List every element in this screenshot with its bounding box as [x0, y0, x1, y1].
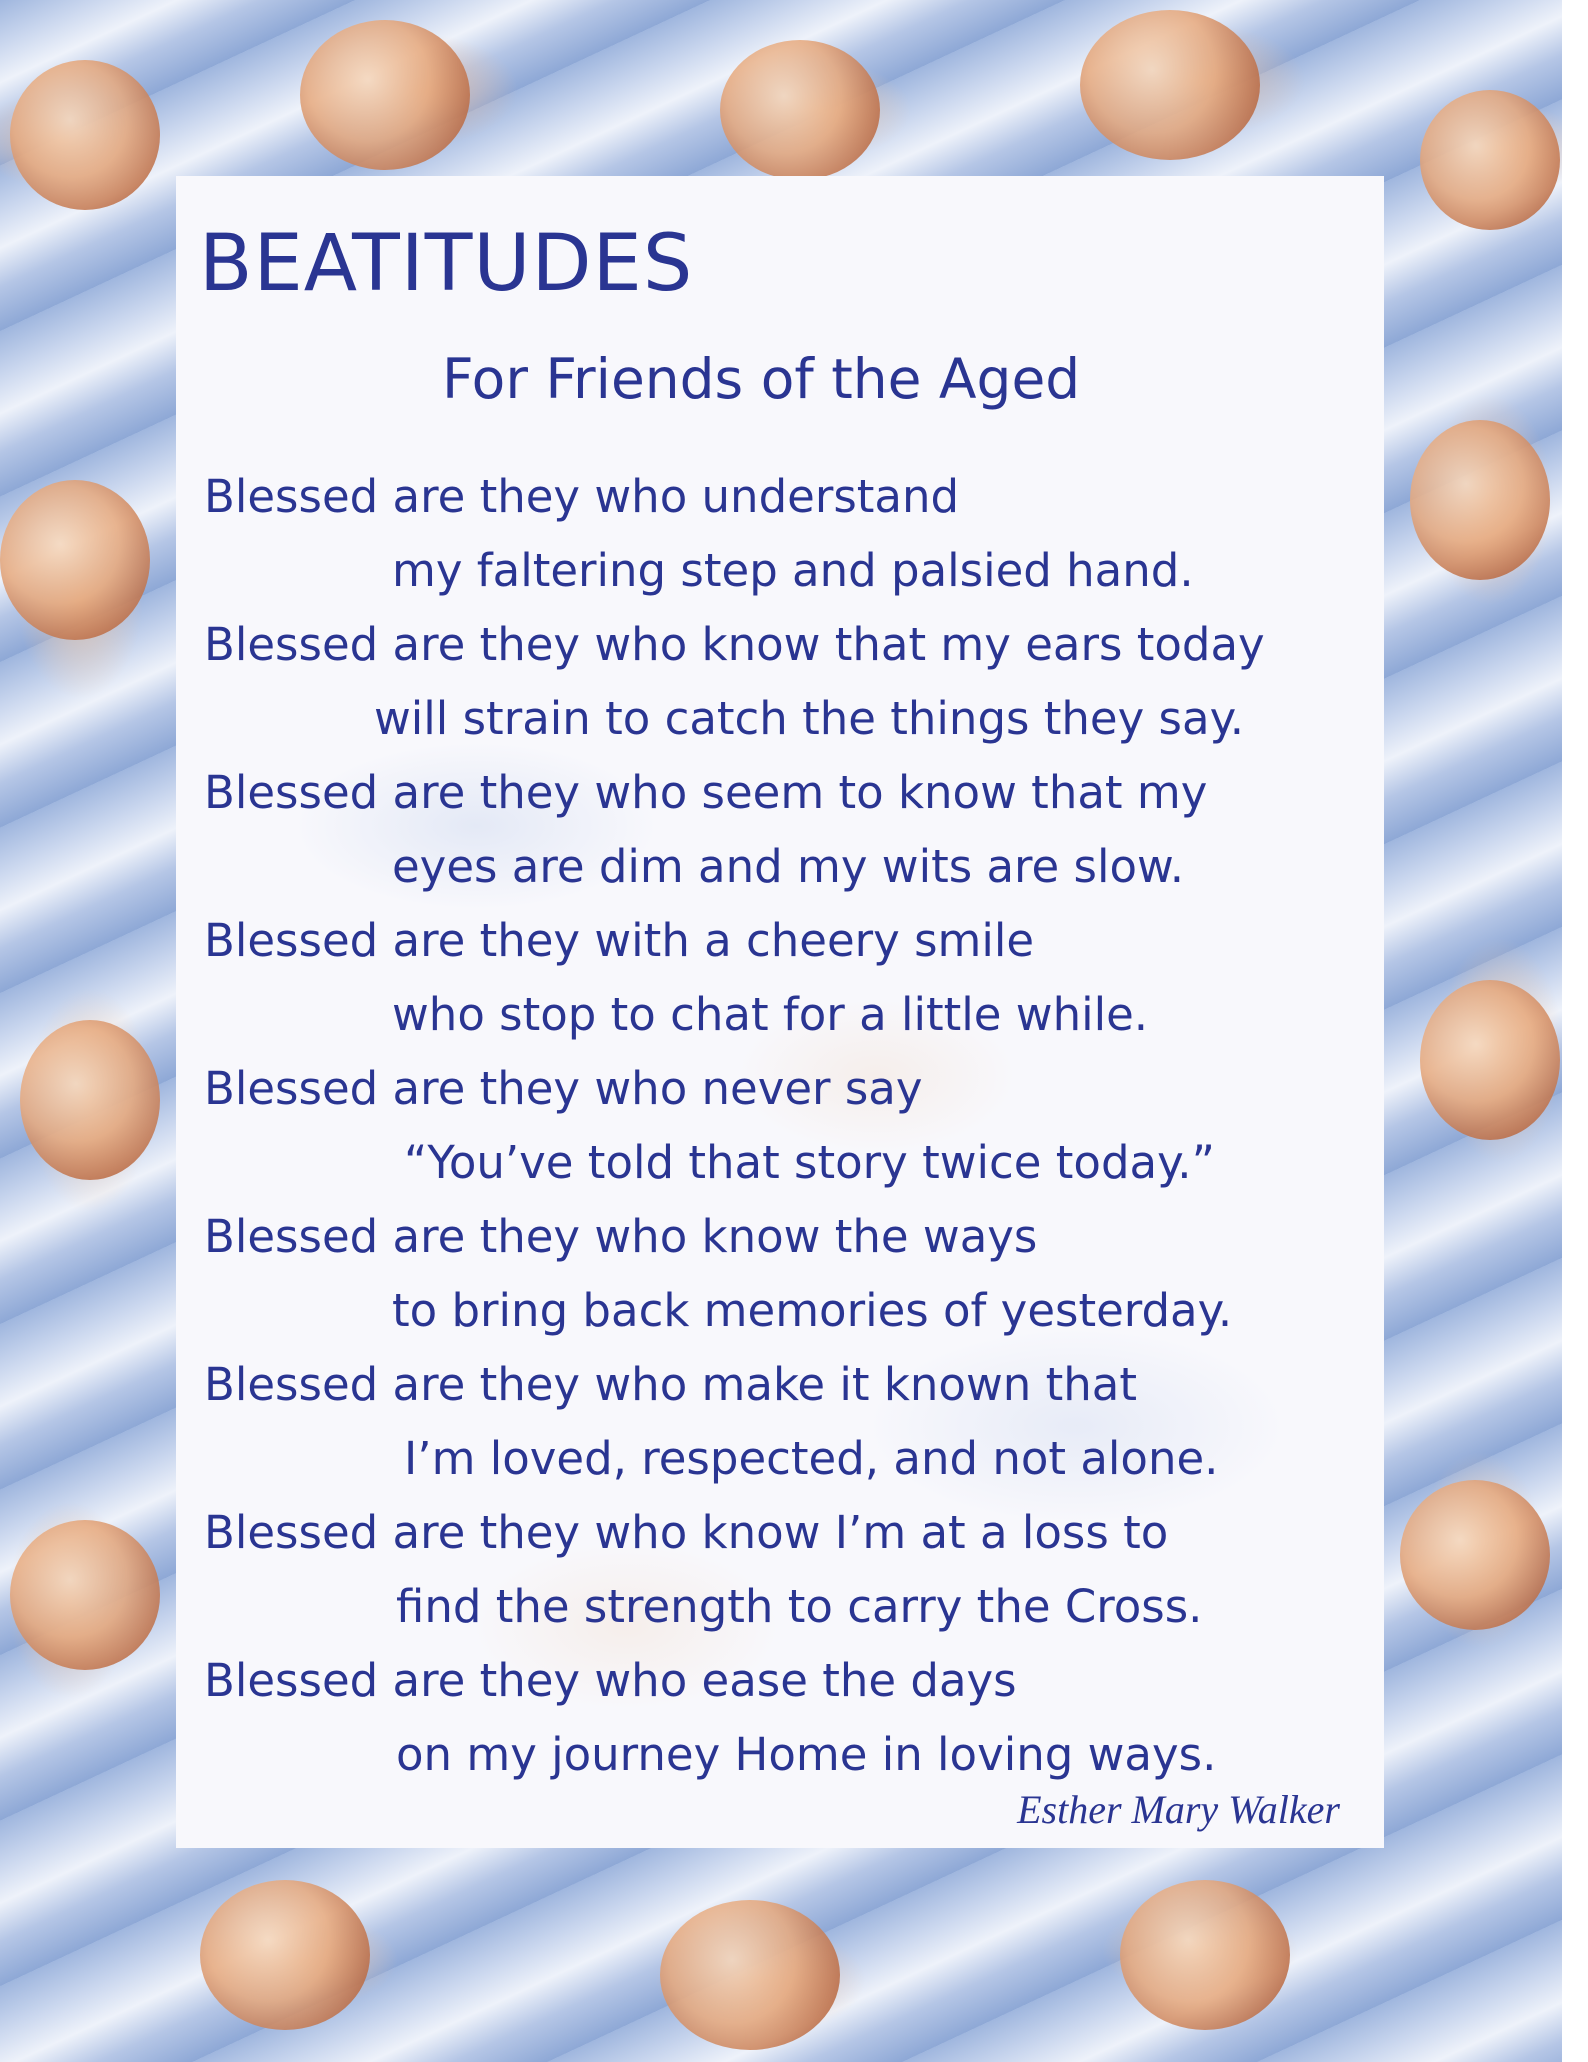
cherub-image — [20, 1020, 160, 1180]
poem-line: find the strength to carry the Cross. — [396, 1580, 1203, 1633]
poem-line: Blessed are they who understand — [204, 470, 960, 523]
poem-line: Blessed are they who know that my ears today — [204, 618, 1265, 671]
poem-line: Blessed are they who never say — [204, 1062, 923, 1115]
poem-author: Esther Mary Walker — [1017, 1787, 1340, 1832]
poem-line: Blessed are they who know I’m at a loss to — [204, 1506, 1169, 1559]
cherub-image — [0, 480, 150, 640]
poem-line: Blessed are they who seem to know that my — [204, 766, 1208, 819]
poem-line: on my journey Home in loving ways. — [396, 1728, 1217, 1781]
poem-line: eyes are dim and my wits are slow. — [392, 840, 1185, 893]
poem-line: my faltering step and palsied hand. — [392, 544, 1194, 597]
cherub-image — [1410, 420, 1550, 580]
cherub-image — [300, 20, 470, 170]
poem-line: Blessed are they who make it known that — [204, 1358, 1137, 1411]
cherub-image — [1420, 90, 1560, 230]
poem-line: Blessed are they with a cheery smile — [204, 914, 1035, 967]
cherub-image — [10, 60, 160, 210]
cherub-image — [720, 40, 880, 180]
cherub-image — [200, 1880, 370, 2030]
poem-line: who stop to chat for a little while. — [392, 988, 1149, 1041]
poem-line: Blessed are they who ease the days — [204, 1654, 1017, 1707]
poem-title: BEATITUDES — [199, 219, 694, 309]
cherub-image — [10, 1520, 160, 1670]
cherub-image — [1420, 980, 1560, 1140]
cherub-image — [660, 1900, 840, 2050]
poem-subtitle: For Friends of the Aged — [442, 347, 1081, 411]
poem-line: to bring back memories of yesterday. — [392, 1284, 1233, 1337]
cherub-image — [1400, 1480, 1550, 1630]
cherub-image — [1080, 10, 1260, 160]
poem-line: I’m loved, respected, and not alone. — [404, 1432, 1219, 1485]
poem-line: Blessed are they who know the ways — [204, 1210, 1038, 1263]
poem-body — [204, 460, 1364, 1792]
poem-line: will strain to catch the things they say. — [374, 692, 1245, 745]
cherub-image — [1120, 1880, 1290, 2030]
poem-line: “You’ve told that story twice today.” — [404, 1136, 1215, 1189]
